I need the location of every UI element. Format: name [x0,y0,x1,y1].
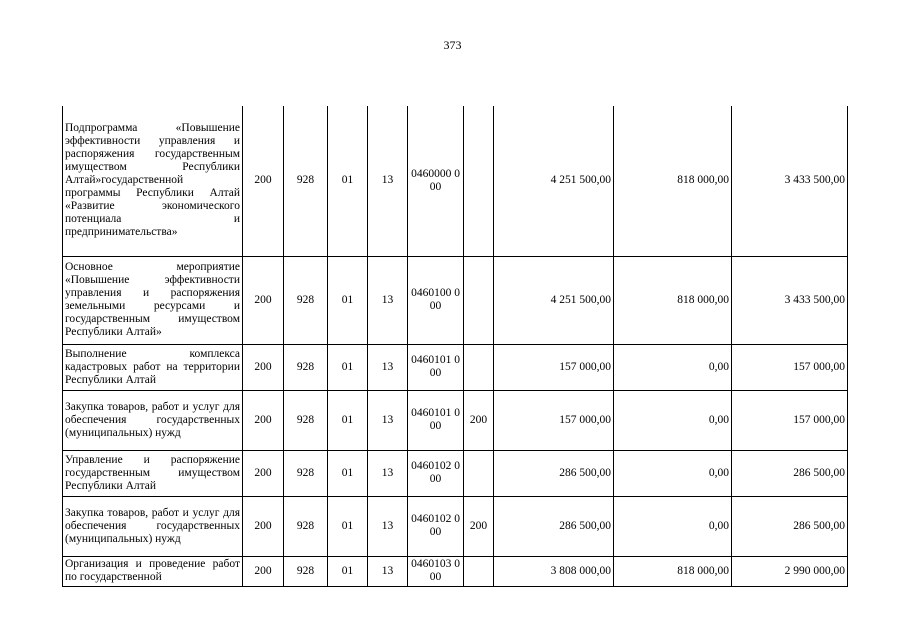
amount-regional-cell: 3 433 500,00 [732,106,848,256]
target-article-cell: 0460101 000 [408,344,464,390]
expense-type-cell [464,556,494,586]
admin-code-cell: 200 [243,344,284,390]
table-row [63,106,848,256]
row-name-cell: Закупка товаров, работ и услуг для обеспечения государственных (муниципальных) нужд [63,496,243,556]
expense-type-cell [464,344,494,390]
ministry-code-cell: 928 [284,496,328,556]
row-name-cell: Организация и проведение работ по государственной [63,556,243,586]
row-name-cell: Подпрограмма «Повышение эффективности управления и распоряжения государственным имуществом Республики Алтай»государственной программы Республики Алтай «Развитие экономического потенциала и предпринимательства» [63,106,243,256]
table-row [63,390,848,450]
amount-federal-cell: 0,00 [614,450,732,496]
admin-code-cell: 200 [243,496,284,556]
expense-type-cell: 200 [464,496,494,556]
target-article-cell: 0460103 000 [408,556,464,586]
ministry-code-cell: 928 [284,106,328,256]
amount-federal-cell: 0,00 [614,344,732,390]
table-row [63,344,848,390]
amount-federal-cell: 818 000,00 [614,256,732,344]
section-cell: 01 [328,344,368,390]
amount-federal-cell: 0,00 [614,390,732,450]
amount-total-cell: 3 808 000,00 [494,556,614,586]
row-name-cell: Закупка товаров, работ и услуг для обеспечения государственных (муниципальных) нужд [63,390,243,450]
table-row [63,496,848,556]
subsection-cell: 13 [368,256,408,344]
ministry-code-cell: 928 [284,390,328,450]
section-cell: 01 [328,450,368,496]
amount-regional-cell: 157 000,00 [732,390,848,450]
expense-type-cell [464,256,494,344]
section-cell: 01 [328,496,368,556]
admin-code-cell: 200 [243,450,284,496]
ministry-code-cell: 928 [284,344,328,390]
admin-code-cell: 200 [243,256,284,344]
amount-regional-cell: 2 990 000,00 [732,556,848,586]
admin-code-cell: 200 [243,390,284,450]
ministry-code-cell: 928 [284,450,328,496]
expense-type-cell [464,450,494,496]
expense-type-cell [464,106,494,256]
subsection-cell: 13 [368,344,408,390]
target-article-cell: 0460101 000 [408,390,464,450]
target-article-cell: 0460102 000 [408,450,464,496]
amount-regional-cell: 157 000,00 [732,344,848,390]
row-name-cell: Основное мероприятие «Повышение эффективности управления и распоряжения земельными ресурсами и государственным имуществом Республики Алтай» [63,256,243,344]
amount-federal-cell: 818 000,00 [614,556,732,586]
amount-total-cell: 286 500,00 [494,496,614,556]
admin-code-cell: 200 [243,556,284,586]
subsection-cell: 13 [368,556,408,586]
amount-total-cell: 157 000,00 [494,344,614,390]
expense-type-cell: 200 [464,390,494,450]
amount-total-cell: 4 251 500,00 [494,106,614,256]
table-row [63,556,848,586]
amount-total-cell: 286 500,00 [494,450,614,496]
amount-regional-cell: 286 500,00 [732,450,848,496]
subsection-cell: 13 [368,106,408,256]
amount-total-cell: 157 000,00 [494,390,614,450]
section-cell: 01 [328,390,368,450]
amount-regional-cell: 286 500,00 [732,496,848,556]
budget-table-body [63,106,848,586]
amount-federal-cell: 818 000,00 [614,106,732,256]
amount-total-cell: 4 251 500,00 [494,256,614,344]
budget-table [62,106,848,587]
section-cell: 01 [328,256,368,344]
amount-federal-cell: 0,00 [614,496,732,556]
page-number: 373 [443,38,462,52]
subsection-cell: 13 [368,390,408,450]
ministry-code-cell: 928 [284,256,328,344]
subsection-cell: 13 [368,450,408,496]
row-name-cell: Управление и распоряжение государственным имуществом Республики Алтай [63,450,243,496]
table-row [63,256,848,344]
section-cell: 01 [328,106,368,256]
amount-regional-cell: 3 433 500,00 [732,256,848,344]
row-name-cell: Выполнение комплекса кадастровых работ на территории Республики Алтай [63,344,243,390]
ministry-code-cell: 928 [284,556,328,586]
target-article-cell: 0460102 000 [408,496,464,556]
subsection-cell: 13 [368,496,408,556]
admin-code-cell: 200 [243,106,284,256]
table-row [63,450,848,496]
target-article-cell: 0460000 000 [408,106,464,256]
target-article-cell: 0460100 000 [408,256,464,344]
section-cell: 01 [328,556,368,586]
